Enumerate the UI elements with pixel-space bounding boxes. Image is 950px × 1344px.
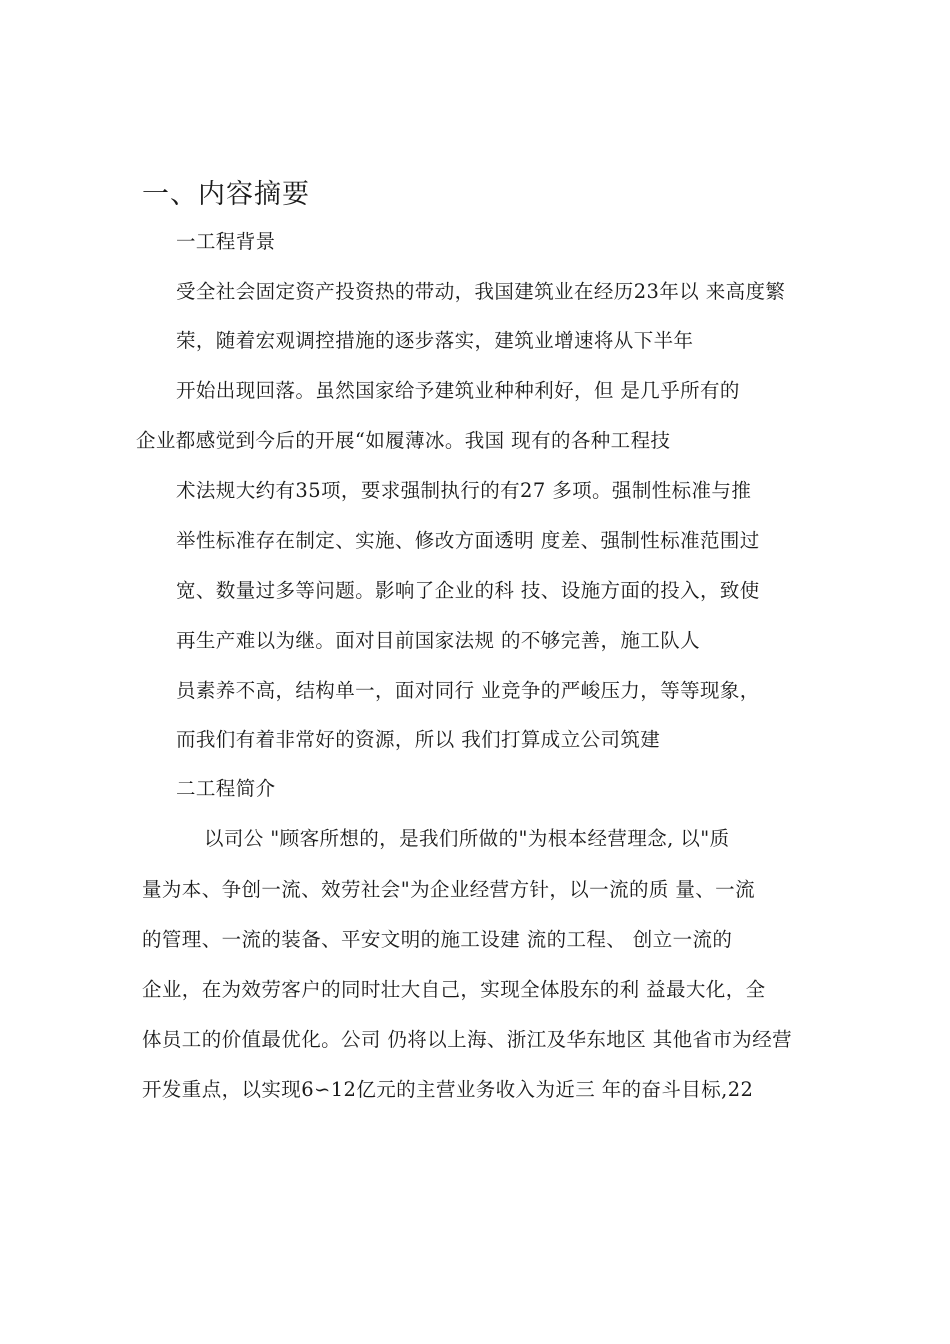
paragraph-line: 企业都感觉到今后的开展“如履薄冰。我国 现有的各种工程技 [136,429,671,452]
document-heading: 一、内容摘要 [142,179,310,210]
paragraph-line: 宽、数量过多等问题。影响了企业的科 技、设施方面的投入，致使 [176,579,760,602]
section-title-introduction: 二工程简介 [176,777,276,800]
paragraph-line: 而我们有着非常好的资源，所以 我们打算成立公司筑建 [176,728,661,751]
paragraph-line: 受全社会固定资产投资热的带动，我国建筑业在经历23年以 来高度繁 [176,280,786,303]
paragraph-line: 量为本、争创一流、效劳社会"为企业经营方针，以一流的质 量、一流 [142,878,755,901]
paragraph-line: 企业，在为效劳客户的同时壮大自己，实现全体股东的利 益最大化，全 [142,978,766,1001]
paragraph-line: 的管理、一流的装备、平安文明的施工设建 流的工程、 创立一流的 [142,928,733,951]
section-title-background: 一工程背景 [176,230,276,253]
paragraph-line: 开发重点，以实现6∽12亿元的主营业务收入为近三 年的奋斗目标,22 [142,1078,754,1101]
paragraph-line: 以司公 "顾客所想的，是我们所做的"为根本经营理念, 以"质 [204,827,730,850]
paragraph-line: 术法规大约有35项，要求强制执行的有27 多项。强制性标准与推 [176,479,752,502]
paragraph-line: 荣，随着宏观调控措施的逐步落实，建筑业增速将从下半年 [176,329,694,352]
paragraph-line: 举性标准存在制定、实施、修改方面透明 度差、强制性标准范围过 [176,529,760,552]
paragraph-line: 再生产难以为继。面对目前国家法规 的不够完善，施工队人 [176,629,700,652]
paragraph-line: 开始出现回落。虽然国家给予建筑业种种利好，但 是几乎所有的 [176,379,740,402]
paragraph-line: 体员工的价值最优化。公司 仍将以上海、浙江及华东地区 其他省市为经营 [142,1028,792,1051]
paragraph-line: 员素养不高，结构单一，面对同行 业竞争的严峻压力，等等现象， [176,679,760,702]
